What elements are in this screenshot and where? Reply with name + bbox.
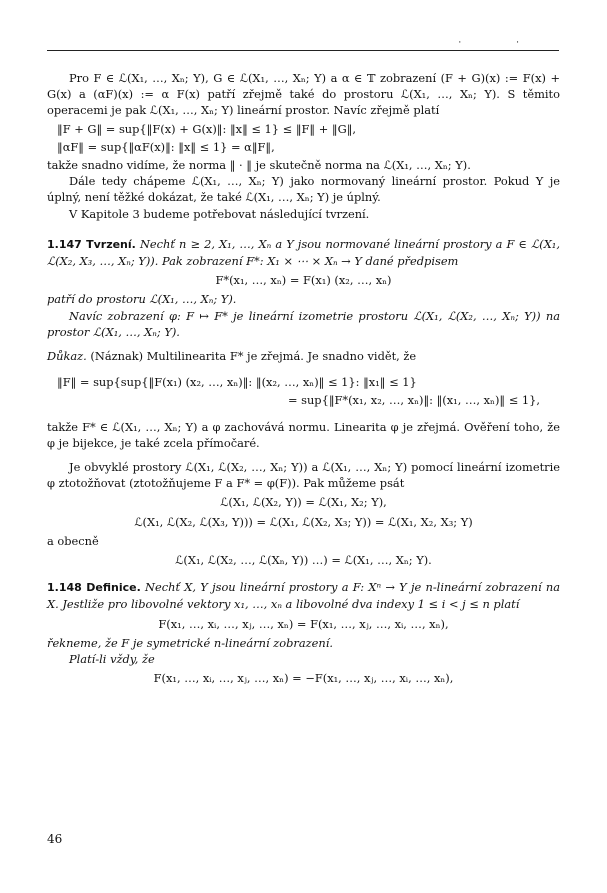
definition-1-148 — [47, 579, 560, 612]
paragraph-complete: Dále tedy chápeme ℒ(X₁, …, Xₙ; Y) jako normovaný lineární prostor. Pokud Y je úplný, není těžké dokázat, že také ℒ(X₁, …, Xₙ; Y) je úplný. — [47, 174, 560, 205]
definition-statement: Nechť X, Y jsou lineární prostory a F: Xⁿ → Y je n-lineární zobrazení na X. Jestliže pro libovolné vektory x₁, …, xₙ a libovolné dva indexy 1 ≤ i < j ≤ n platí — [47, 580, 561, 612]
equation-ident-2: ℒ(X₁, ℒ(X₂, Y)) = ℒ(X₁, X₂; Y), — [220, 495, 387, 510]
equation-norm-sup: ‖F‖ = sup{sup{‖F(x₁) (x₂, …, xₙ)‖: ‖(x₂, …, xₙ)‖ ≤ 1}: ‖x₁‖ ≤ 1} — [57, 375, 417, 390]
proof — [47, 348, 560, 364]
paragraph-chapter3: V Kapitole 3 budeme potřebovat následující tvrzení. — [69, 206, 370, 221]
paragraph-proof-end: takže F* ∈ ℒ(X₁, …, Xₙ; Y) a φ zachovává normu. Linearita φ je zřejmá. Ověření toho, že φ je bijekce, je také zcela přímočaré. — [47, 419, 560, 450]
running-header — [47, 38, 559, 50]
equation-ident-n: ℒ(X₁, ℒ(X₂, …, ℒ(Xₙ, Y)) …) = ℒ(X₁, …, Xₙ; Y). — [175, 553, 432, 568]
page-number: 46 — [47, 832, 63, 846]
equation-norm-scalar: ‖αF‖ = sup{‖αF(x)‖: ‖x‖ ≤ 1} = α‖F‖, — [57, 139, 275, 154]
paragraph-operations: Pro F ∈ ℒ(X₁, …, Xₙ; Y), G ∈ ℒ(X₁, …, Xₙ; Y) a α ∈ 𝕋 zobrazení (F + G)(x) := F(x) + G(x) a (αF)(x) := α F(x) patří zřejmě také do prostoru ℒ(X₁, …, Xₙ; Y). S těmito operacemi je pak ℒ(X₁, …, Xₙ; Y) lineární prostor. Navíc zřejmě platí — [47, 71, 560, 118]
equation-norm-sup-2: = sup{‖F*(x₁, x₂, …, xₙ)‖: ‖(x₁, …, xₙ)‖ ≤ 1}, — [287, 393, 540, 408]
equation-ident-3: ℒ(X₁, ℒ(X₂, ℒ(X₃, Y))) = ℒ(X₁, ℒ(X₂, X₃; Y)) = ℒ(X₁, X₂, X₃; Y) — [134, 514, 473, 529]
paragraph-norm-conclusion: takže snadno vidíme, že norma ‖ · ‖ je skutečně norma na ℒ(X₁, …, Xₙ; Y). — [47, 158, 471, 173]
equation-antisymmetric: F(x₁, …, xᵢ, …, xⱼ, …, xₙ) = −F(x₁, …, xⱼ, …, xᵢ, …, xₙ), — [153, 671, 454, 686]
definition-statement-2: řekneme, že F je symetrické n-lineární zobrazení. — [47, 635, 333, 650]
header-marks: · · — [458, 38, 545, 48]
equation-f-star: F*(x₁, …, xₙ) = F(x₁) (x₂, …, xₙ) — [215, 273, 392, 288]
theorem-heading: 1.147 Tvrzení. — [47, 237, 136, 251]
theorem-statement-3: Navíc zobrazení φ: F ↦ F* je lineární izometrie prostoru ℒ(X₁, ℒ(X₂, …, Xₙ; Y)) na prostor ℒ(X₁, …, Xₙ; Y). — [47, 308, 560, 339]
header-rule — [47, 50, 559, 51]
proof-heading: Důkaz. — [47, 349, 87, 364]
equation-norm-sum: ‖F + G‖ = sup{‖F(x) + G(x)‖: ‖x‖ ≤ 1} ≤ ‖F‖ + ‖G‖, — [57, 121, 357, 136]
page-body — [47, 70, 560, 690]
theorem-statement-2: patří do prostoru ℒ(X₁, …, Xₙ; Y). — [47, 292, 237, 307]
paragraph-identification: Je obvyklé prostory ℒ(X₁, ℒ(X₂, …, Xₙ; Y)) a ℒ(X₁, …, Xₙ; Y) pomocí lineární izometrie φ ztotožňovat (ztotožňujeme F a F* = φ(F)). Pak můžeme psát — [47, 460, 560, 491]
equation-symmetric: F(x₁, …, xᵢ, …, xⱼ, …, xₙ) = F(x₁, …, xⱼ, …, xᵢ, …, xₙ), — [158, 616, 449, 631]
paragraph-in-general: a obecně — [47, 533, 99, 548]
definition-statement-3: Platí-li vždy, že — [69, 652, 155, 667]
proof-text: (Náznak) Multilinearita F* je zřejmá. Je snadno vidět, že — [90, 349, 417, 364]
theorem-1-147 — [47, 236, 560, 269]
theorem-statement: Nechť n ≥ 2, X₁, …, Xₙ a Y jsou normované lineární prostory a F ∈ ℒ(X₁, ℒ(X₂, X₃, …, Xₙ; Y)). Pak zobrazení F*: X₁ × ⋯ × Xₙ → Y dané předpisem — [47, 236, 560, 269]
definition-heading: 1.148 Definice. — [47, 581, 141, 595]
